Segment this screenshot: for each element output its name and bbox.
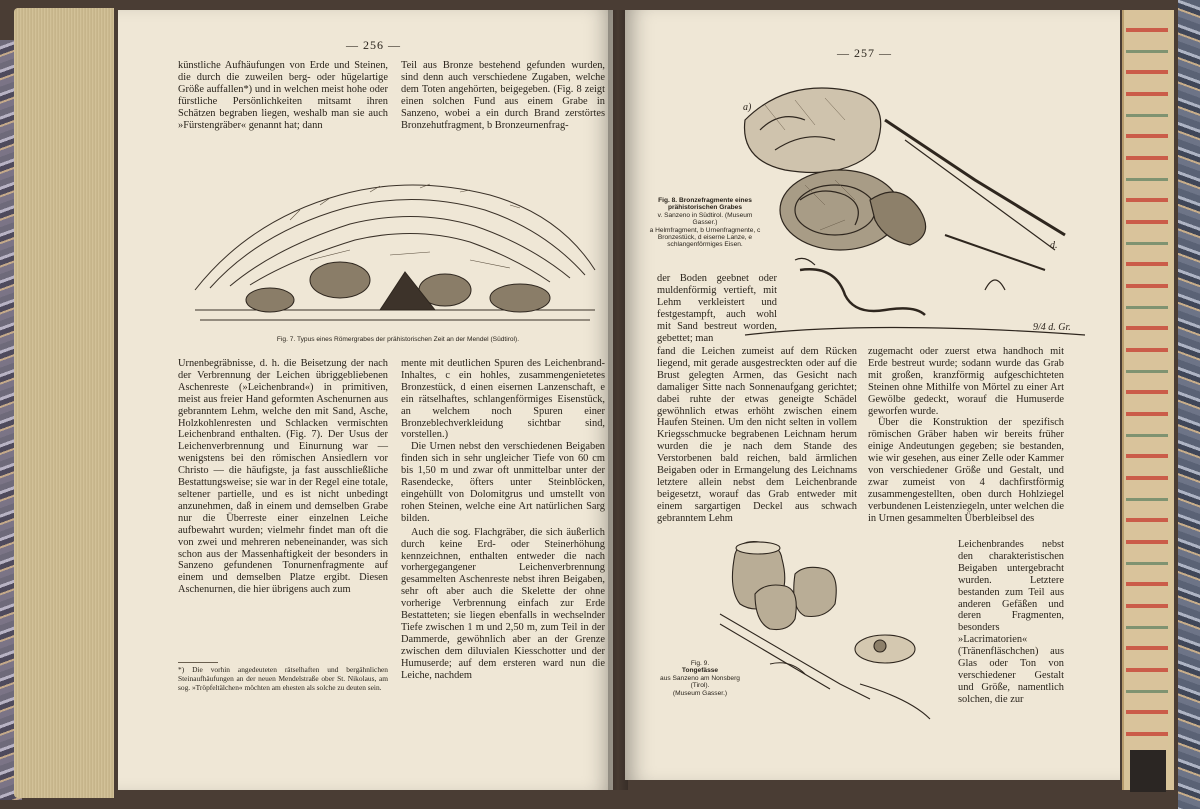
- paragraph: zugemacht oder zuerst etwa handhoch mit Erde bestreut wurde; sodann wurde das Grab mit großen, kranzförmig aufgeschichteten Steinen ohne Mithilfe von Mörtel zu einer Art Gewölbe gedeckt, worauf die Humuserde geworfen wurde.: [868, 346, 1064, 417]
- paragraph: Teil aus Bronze bestehend gefunden wurden, sind denn auch verschiedene Zugaben, welche dem Toten angehörten, beigegeben. (Fig. 8 zeigt einen solchen Fund aus einem Grabe in Sanzeno, wobei a ein durch Brand zerstörtes Bronzehutfragment, b Bronzeurnenfrag-: [401, 60, 605, 131]
- fig9-caption-num: Fig. 9.: [690, 660, 710, 667]
- fig8-label-a: a): [743, 102, 752, 113]
- paragraph: künstliche Aufhäufungen von Erde und Steinen, die durch die zuweilen berg- oder hügelartige Größe auffallen*) und in welchen meist hohe oder fürstliche Persönlichkeiten mitsamt ihren Schätzen begraben liegen, weshalb man sie auch »Fürstengräber« genannt hat; dann: [178, 60, 388, 131]
- paragraph: mente mit deutlichen Spuren des Leichenbrand-Inhaltes, c ein hohles, zusammengenietetes Bronzestück, d einen eisernen Lanzenschaft, e ein rätselhaftes, schlangenförmiges Eisenstück, an welchem noch Spuren einer Bronzeblechverkleidung sichtbar sind, vorstellen.): [401, 358, 605, 441]
- right-col1-top: [657, 273, 777, 344]
- footnote-rule: [178, 662, 218, 663]
- fig8-illustration: [725, 60, 1105, 345]
- paragraph: Leichenbrandes nebst den charakteristischen Beigaben untergebracht wurden. Letztere bestanden zum Teil aus anderen Gefäßen und deren Fragmenten, besonders »Lacrimatorien« (Tränenfläschchen) aus Glas oder Ton von verschiedener Gestalt und Größe, namentlich solchen, die zur: [958, 539, 1064, 705]
- right-col2-bottom: [958, 539, 1064, 706]
- footnote: *) Die vorhin angedeuteten rätselhaften und bergähnlichen Steinaufhäufungen an der neuen Mendelstraße ober St. Nikolaus, am sog. »Tröpfeltälchen« möchten am ehesten als solche zu deuten sein.: [178, 665, 388, 692]
- marbled-board-right: [1178, 0, 1200, 809]
- fig9-caption-source: aus Sanzeno am Nonsberg (Tirol).: [660, 674, 740, 690]
- paragraph: der Boden geebnet oder muldenförmig vertieft, mit Lehm verkleistert und festgestampft, auch wohl mit Sand bestreut worden, gebettet; man: [657, 273, 777, 344]
- fig9-caption-title: Tongefässe: [681, 667, 719, 675]
- fig9-caption: [655, 660, 745, 697]
- right-col1-mid: [657, 346, 857, 525]
- color-calibration-block: [1130, 750, 1166, 792]
- fig8-caption-source: v. Sanzeno in Südtirol. (Museum Gasser.): [657, 211, 753, 227]
- fig7-caption: Fig. 7. Typus eines Römergrabes der prähistorischen Zeit an der Mendel (Südtirol).: [276, 336, 520, 343]
- fig8-signature: 9/4 d. Gr.: [1033, 322, 1071, 333]
- paragraph: Auch die sog. Flachgräber, die sich äußerlich durch keine Erd- oder Steinerhöhung kennzeichnen, enthalten entweder die nach vorhergegangener Leichenverbrennung gesammelten Aschenreste nebst ihren Beigaben, sehr oft aber auch die Skelette der ohne vorherige Verbrennung einfach zur Erde Bestatteten; sie liegen ebenfalls in wechselnder Tiefe zwischen 1 m und 2,50 m, zum Teil in der Dammerde, gewöhnlich aber an der Grenze zwischen dem diluvialen Kiesschotter und der Humuserde; auf dem ersteren ward nun die Leiche, nachdem: [401, 526, 605, 681]
- page-number-right: — 257 —: [837, 46, 892, 60]
- right-col2-mid: [868, 346, 1064, 525]
- fig8-caption: [645, 197, 765, 249]
- paragraph: fand die Leichen zumeist auf dem Rücken liegend, mit gerade ausgestreckten oder auf die Brust gelegten Armen, das Gesicht nach damaliger Sitte nach Sonnenaufgang gerichtet; dabei ruhte der etwas geneigte Schädel gewöhnlich etwas erhöht zwischen einem Haufen Steinen. Um den nicht selten in vollem Kriegsschmucke begrabenen Leichnam herum wurden die je nach dem Stande des Verstorbenen bald reichen, bald ärmlichen Beigaben oder in Ermangelung des Leichnams letztere allein nebst dem Leichenbrande beigesetzt, worauf das Grab entweder mit einem sargartigen Deckel aus schwach gebranntem Lehm: [657, 346, 857, 524]
- paragraph: Über die Konstruktion der spezifisch römischen Gräber haben wir bereits früher einige Andeutungen gegeben; sie bestanden, wie wir gesehen, aus einer Zelle oder Kammer von verschiedener Größe und Gestalt, und zwar zumeist von 4 dachfirstförmig zusammengestellten, oben durch Hohlziegel verbundenen Leistenziegeln, unter welchen die in Urnen gesammelten Überbleibsel des: [868, 417, 1064, 524]
- paragraph: Die Urnen nebst den verschiedenen Beigaben finden sich in sehr ungleicher Tiefe von 60 cm bis 1,50 m und zwar oft unmittelbar unter der Rasendecke, öfters unter Steinblöcken, eingehüllt von Dolomitgrus und umstellt von rohen Steinen, welche eine Art natürlichen Sarg bilden.: [401, 441, 605, 524]
- paragraph: Urnenbegräbnisse, d. h. die Beisetzung der nach der Verbrennung der Leichen übriggebliebenen Aschenreste (»Leichenbrand«) in primitiven, meist aus freier Hand geformten Aschenurnen aus gebranntem Lehm, welche den mit Sand, Asche, Holzkohlenresten und Schlacken vermischten Leichenbrand enthalten. (Fig. 7). Der Usus der Leichenverbrennung und Einurnung war — wenigstens bei den römischen Ansiedlern vor Christo — die häufigste, ja fast ausschließliche Bestattungsweise; sie war in der Regel eine totale, seltener partielle, und es ist nicht unbedingt anzunehmen, daß in einem und demselben Grabe nur die Überreste einer einzelnen Leiche aufbewahrt wurden; vielmehr findet man oft die von zwei und mehreren nebeneinander, was sich schon aus der Massenhaftigkeit der besonders in Sanzeno gefundenen Tonurnenfragmente auf einem und demselben Platze ergibt. Diesen Aschenurnen, die hier übrigens auch zum: [178, 358, 388, 596]
- fig8-caption-title: Fig. 8. Bronzefragmente eines prähistorischen Grabes: [658, 197, 752, 212]
- fig7-illustration: [190, 160, 600, 332]
- left-col2-bottom: [401, 358, 605, 681]
- left-col1-bottom: [178, 358, 388, 596]
- page-edges-left: [14, 8, 114, 798]
- fig9-caption-museum: (Museum Gasser.): [672, 689, 728, 697]
- left-col1-top: [178, 60, 388, 131]
- fig8-caption-legend: a Helmfragment, b Urnenfragmente, c Bronzestück, d eiserne Lanze, e schlangenförmiges Eisen.: [649, 226, 761, 249]
- left-page: [118, 10, 613, 790]
- right-page: [625, 10, 1120, 780]
- fig8-label-d: d.: [1050, 240, 1058, 251]
- left-col2-top: [401, 60, 605, 131]
- decorative-endpaper-right: [1126, 10, 1168, 750]
- page-number-left: — 256 —: [346, 38, 401, 52]
